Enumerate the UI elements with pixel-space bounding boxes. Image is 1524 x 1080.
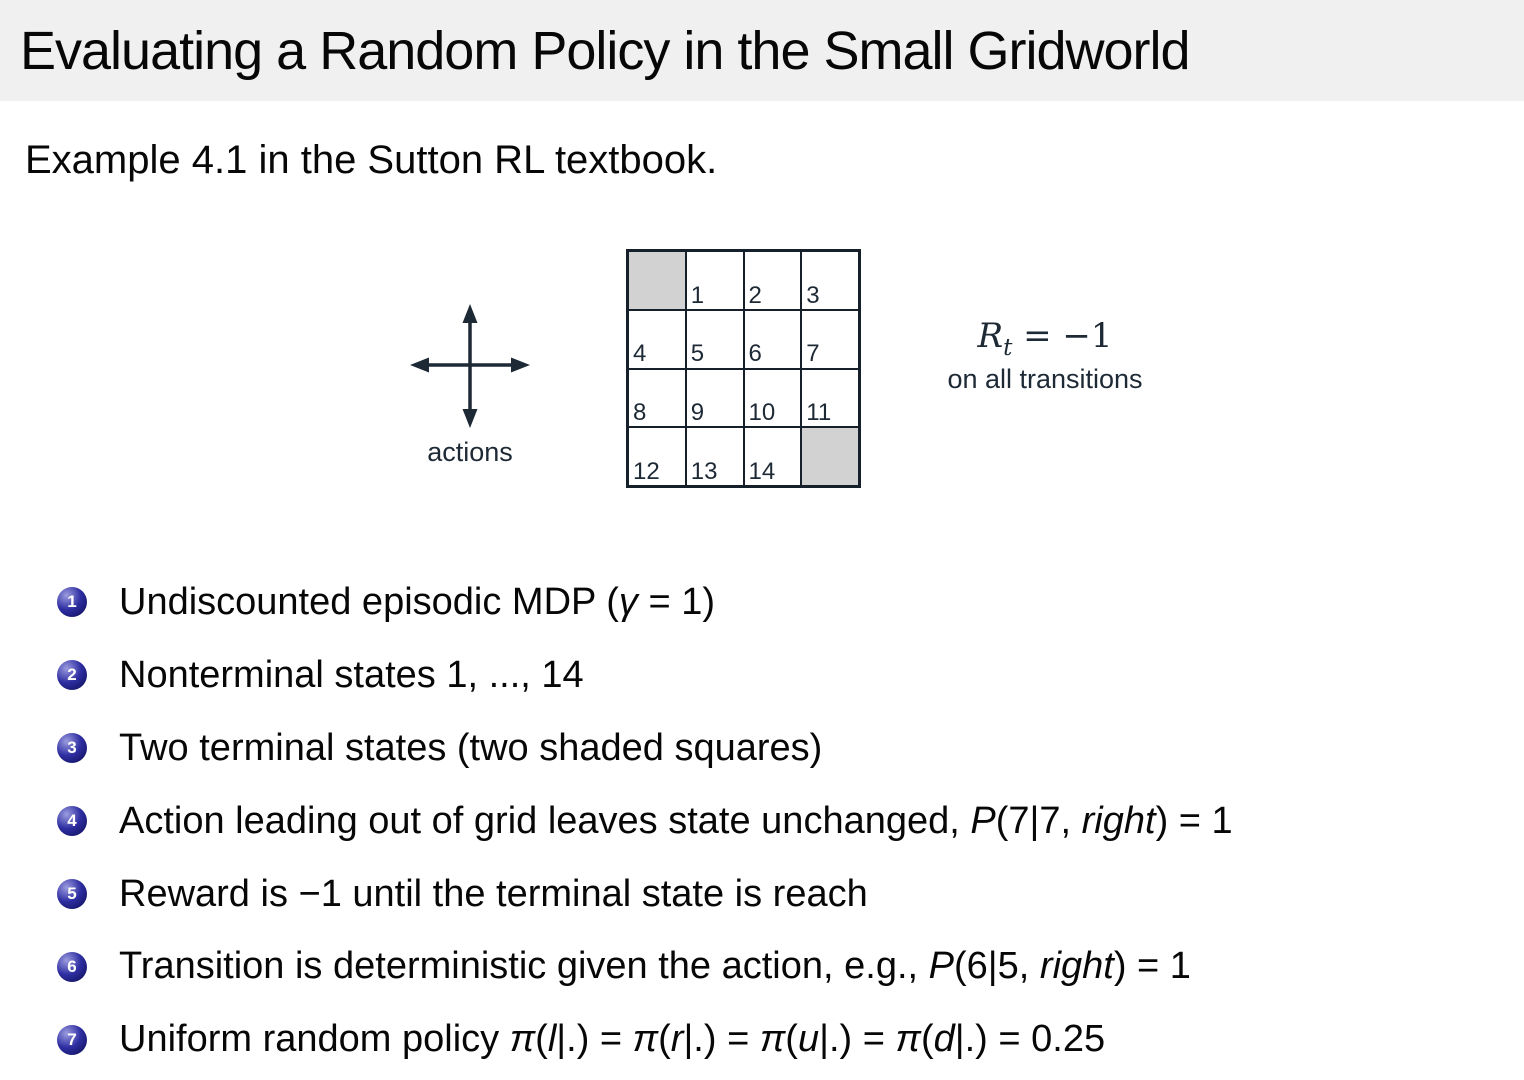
cell-number: 2 — [748, 281, 762, 309]
cell-number: 3 — [806, 281, 820, 309]
cell-number: 14 — [748, 457, 776, 485]
terminal-cell — [628, 251, 686, 310]
gridworld-figure — [0, 0, 1524, 520]
cell-number: 9 — [690, 399, 705, 427]
slide-title: Evaluating a Random Policy in the Small Gridworld — [20, 20, 1190, 81]
terminal-cell — [801, 427, 859, 486]
grid-cell-9 — [686, 369, 744, 428]
grid-cell-13 — [686, 427, 744, 486]
list-item-1 — [0, 566, 1524, 639]
cell-number: 13 — [690, 457, 718, 485]
list-item-5 — [0, 858, 1524, 931]
grid-cell-2 — [744, 251, 802, 310]
grid-cell-4 — [628, 310, 686, 369]
actions-cross-icon — [405, 301, 535, 431]
grid-cell-5 — [686, 310, 744, 369]
cell-number: 1 — [690, 281, 705, 309]
cell-number: 4 — [633, 340, 647, 368]
item-text: Transition is deterministic given the action, e.g., P(6|5, right) = 1 — [119, 945, 1191, 988]
reward-caption: on all transitions — [947, 364, 1143, 395]
list-item-3 — [0, 712, 1524, 785]
item-number-ball: 5 — [57, 879, 87, 909]
item-number-ball: 7 — [57, 1025, 87, 1055]
cell-number: 8 — [633, 399, 647, 427]
grid-cell-6 — [744, 310, 802, 369]
list-item-2 — [0, 639, 1524, 712]
item-text: Nonterminal states 1, ..., 14 — [119, 653, 584, 696]
grid-cell-1 — [686, 251, 744, 310]
list-item-7 — [0, 1003, 1524, 1076]
grid-cell-12 — [628, 427, 686, 486]
reward-formula — [905, 318, 1185, 361]
reward-subscript: t — [1003, 334, 1013, 361]
list-item-6 — [0, 930, 1524, 1003]
cell-number: 7 — [806, 340, 820, 368]
grid-cell-11 — [801, 369, 859, 428]
item-text: Action leading out of grid leaves state unchanged, P(7|7, right) = 1 — [119, 799, 1233, 842]
item-number-ball: 4 — [57, 806, 87, 836]
cell-number: 12 — [633, 457, 660, 485]
cell-number: 11 — [806, 399, 832, 427]
reward-value: = −1 — [1012, 316, 1113, 356]
grid-cell-7 — [801, 310, 859, 369]
grid-cell-3 — [801, 251, 859, 310]
cell-number: 10 — [748, 399, 776, 427]
item-number-ball: 1 — [57, 587, 87, 617]
grid-cell-10 — [744, 369, 802, 428]
item-text: Uniform random policy π(l|.) = π(r|.) = π(u|.) = π(d|.) = 0.25 — [119, 1018, 1106, 1061]
item-number-ball: 3 — [57, 733, 87, 763]
reward-symbol: R — [977, 316, 1004, 356]
item-text: Two terminal states (two shaded squares) — [119, 726, 823, 769]
cell-number: 6 — [748, 340, 762, 368]
item-text: Undiscounted episodic MDP (γ = 1) — [119, 580, 715, 623]
actions-label: actions — [427, 437, 513, 467]
item-number-ball: 6 — [57, 952, 87, 982]
gridworld-grid — [626, 249, 861, 488]
item-number-ball: 2 — [57, 660, 87, 690]
reward-annotation — [905, 318, 1185, 395]
cell-number: 5 — [690, 340, 705, 368]
bullet-list — [0, 566, 1524, 1076]
grid-cell-8 — [628, 369, 686, 428]
list-item-4 — [0, 785, 1524, 858]
item-text: Reward is −1 until the terminal state is reach — [119, 872, 868, 915]
grid-cell-14 — [744, 427, 802, 486]
subtitle: Example 4.1 in the Sutton RL textbook. — [25, 138, 718, 182]
